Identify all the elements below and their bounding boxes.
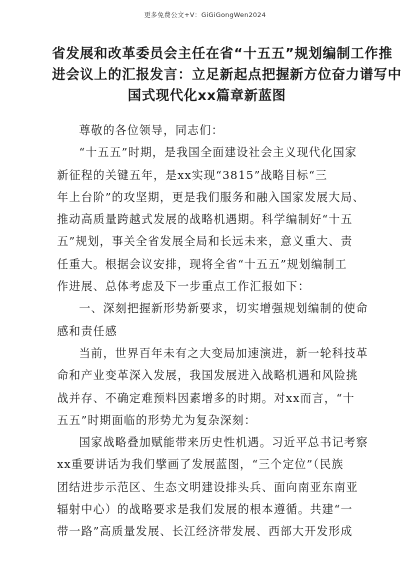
paragraph-line: 命和产业变革深入发展，我国发展进入战略机遇和风险挑	[57, 369, 359, 383]
paragraph-line: 团结进步示范区、生态文明建设排头兵、面向南亚东南亚	[57, 480, 359, 494]
section-heading: 感和责任感	[57, 324, 118, 338]
paragraph-line: 国家战略叠加赋能带来历史性机遇。习近平总书记考察	[79, 436, 369, 450]
paragraph-line: “十五五”时期，是我国全面建设社会主义现代化国家	[79, 146, 358, 160]
paragraph-line: 推动高质量跨越式发展的战略机遇期。科学编制好“十五	[57, 213, 353, 227]
title-line: 国式现代化xx篇章新蓝图	[127, 89, 287, 104]
section-heading: 一、深刻把握新形势新要求，切实增强规划编制的使命	[79, 302, 369, 316]
paragraph-line: 作进展、总体考虑及下一步重点工作汇报如下：	[57, 280, 310, 294]
title-line: 进会议上的汇报发言：立足新起点把握新方位奋力谱写中	[52, 68, 402, 83]
greeting: 尊敬的各位领导，同志们：	[79, 124, 224, 137]
document-body	[57, 120, 369, 544]
paragraph-line: 带一路”高质量发展、长江经济带发展、西部大开发形成	[57, 525, 353, 539]
document-title	[52, 44, 402, 107]
paragraph-line: 当前，世界百年未有之大变局加速演进，新一轮科技革	[79, 346, 369, 360]
paragraph-line: 年上台阶”的攻坚期，更是我们服务和融入国家发展大局、	[57, 190, 365, 204]
paragraph-line: 新征程的关键五年，是xx实现“3815”战略目标“三	[57, 168, 328, 182]
paragraph-line: 任重大。根据会议安排，现将全省“十五五”规划编制工	[57, 257, 348, 271]
paragraph-line: 五”规划，事关全省发展全局和长远未来，意义重大、责	[57, 235, 353, 249]
watermark-text: 更多免费公文+V：GiGiGongWen2024	[144, 11, 266, 19]
title-line: 省发展和改革委员会主任在省“十五五”规划编制工作推	[52, 47, 393, 62]
paragraph-line: 五五”时期面临的形势尤为复杂深刻：	[57, 413, 257, 427]
paragraph-line: 战并存、不确定难预料因素增多的时期。对xx而言，“十	[57, 391, 355, 405]
paragraph-line: xx重要讲话为我们擘画了发展蓝图，“三个定位”（民族	[57, 458, 344, 472]
paragraph-line: 辐射中心）的战略要求是我们发展的根本遵循。共建“一	[57, 503, 353, 517]
